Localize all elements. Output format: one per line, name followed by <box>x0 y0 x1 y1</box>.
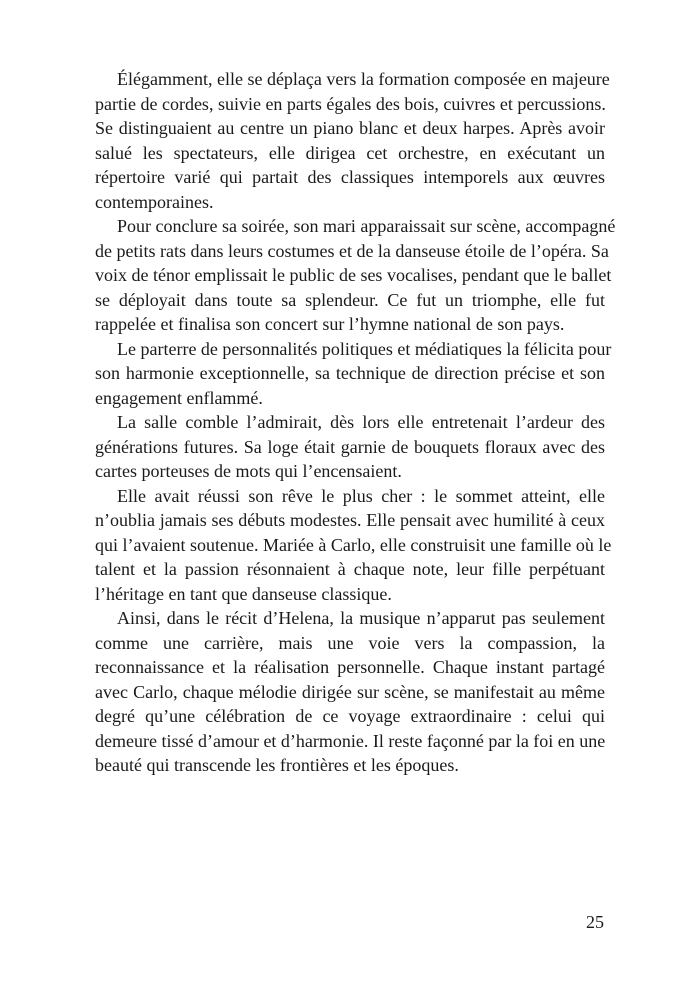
text-line: partie de cordes, suivie en parts égales des bois, cuivres et percussions. <box>95 93 606 114</box>
text-line: voix de ténor emplissait le public de ses vocalises, pendant que le ballet <box>95 265 612 285</box>
text-line: beauté qui transcende les frontières et les époques. <box>95 755 459 775</box>
paragraph <box>95 67 610 214</box>
text-line: contemporaines. <box>95 191 214 212</box>
text-line: Le parterre de personnalités politiques et médiatiques la félicita pour <box>117 338 612 359</box>
text-line: n’oublia jamais ses débuts modestes. Elle pensait avec humilité à ceux <box>95 510 605 530</box>
text-line: rappelée et finalisa son concert sur l’hymne national de son pays. <box>95 314 565 334</box>
paragraph <box>95 410 605 484</box>
text-line: répertoire varié qui partait des classiques intemporels aux œuvres <box>95 167 605 187</box>
text-line: talent et la passion résonnaient à chaque note, leur fille perpétuant <box>95 559 605 579</box>
text-line: qui l’avaient soutenue. Mariée à Carlo, elle construisit une famille où le <box>95 534 612 555</box>
paragraph <box>95 606 605 778</box>
text-line: La salle comble l’admirait, dès lors elle entretenait l’ardeur des <box>117 412 605 432</box>
paragraph <box>95 484 612 607</box>
text-line: générations futures. Sa loge était garnie de bouquets floraux avec des <box>95 436 605 457</box>
text-line: Elle avait réussi son rêve le plus cher : le sommet atteint, elle <box>117 485 605 506</box>
page-body <box>95 67 616 778</box>
text-line: Élégamment, elle se déplaça vers la formation composée en majeure <box>117 69 610 89</box>
text-line: son harmonie exceptionnelle, sa technique de direction précise et son <box>95 363 605 383</box>
text-line: Ainsi, dans le récit d’Helena, la musique n’apparut pas seulement <box>117 608 605 628</box>
page-number: 25 <box>586 912 604 932</box>
text-line: Pour conclure sa soirée, son mari apparaissait sur scène, accompagné <box>117 216 616 236</box>
paragraph <box>95 337 612 411</box>
text-line: demeure tissé d’amour et d’harmonie. Il reste façonné par la foi en une <box>95 730 606 751</box>
paragraph <box>95 214 616 337</box>
text-line: de petits rats dans leurs costumes et de la danseuse étoile de l’opéra. Sa <box>95 240 609 261</box>
text-line: degré qu’une célébration de ce voyage extraordinaire : celui qui <box>95 706 605 726</box>
text-line: Se distinguaient au centre un piano blanc et deux harpes. Après avoir <box>95 118 605 138</box>
text-line: l’héritage en tant que danseuse classique. <box>95 583 392 604</box>
text-line: salué les spectateurs, elle dirigea cet orchestre, en exécutant un <box>95 142 605 163</box>
text-line: comme une carrière, mais une voie vers la compassion, la <box>95 632 605 653</box>
text-line: se déployait dans toute sa splendeur. Ce fut un triomphe, elle fut <box>95 289 605 310</box>
text-line: engagement enflammé. <box>95 387 263 408</box>
text-line: avec Carlo, chaque mélodie dirigée sur scène, se manifestait au même <box>95 681 605 702</box>
text-line: cartes porteuses de mots qui l’encensaient. <box>95 461 402 481</box>
text-line: reconnaissance et la réalisation personnelle. Chaque instant partagé <box>95 657 605 677</box>
